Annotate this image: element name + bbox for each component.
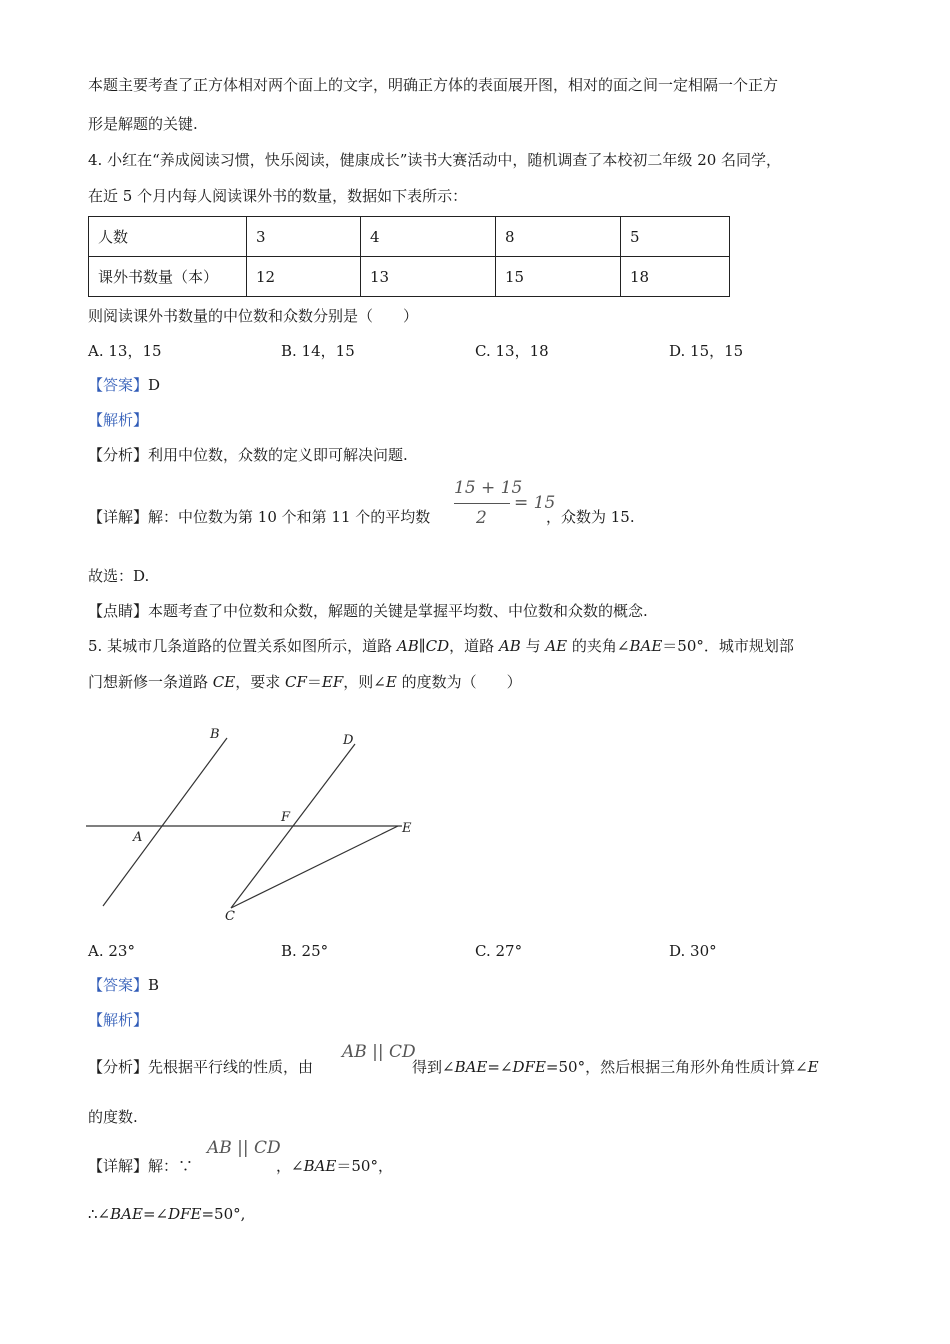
fraction-numerator: 15 + 15	[454, 478, 523, 498]
math-run: CF	[285, 673, 307, 691]
q5-option-b: B. 25°	[281, 942, 329, 960]
math-run: EF	[321, 673, 344, 691]
math-run: BAE	[454, 1058, 488, 1076]
table-cell: 课外书数量（本）	[89, 257, 247, 297]
q4-stem-line-2: 在近 5 个月内每人阅读课外书的数量，数据如下表所示：	[88, 187, 468, 205]
math-run: E	[807, 1058, 819, 1076]
q4-answer-line	[88, 374, 160, 396]
geometry-figure	[80, 722, 420, 927]
text-run: ＝	[306, 673, 322, 691]
text-run: ，要求	[235, 673, 285, 691]
answer-tag: 【答案】	[88, 976, 149, 994]
line-ce	[231, 826, 398, 908]
text-run: =50°,	[201, 1205, 246, 1223]
q5-fenxi-post	[412, 1056, 819, 1078]
q5-option-a: A. 23°	[88, 942, 135, 960]
text-run: =∠	[142, 1205, 169, 1223]
math-run: BAE	[110, 1205, 143, 1223]
label-b: B	[210, 727, 220, 742]
fenxi-tag: 【分析】	[88, 446, 149, 464]
fraction-result: = 15	[514, 493, 556, 513]
text-run: 先根据平行线的性质，由	[148, 1058, 314, 1076]
label-e: E	[402, 821, 412, 836]
answer-value: B	[148, 976, 160, 994]
intro-line-1: 本题主要考查了正方体相对两个面上的文字，明确正方体的表面展开图，相对的面之间一定相隔一个正方	[88, 76, 779, 94]
text-run: ＝50°，	[336, 1157, 393, 1175]
text-run: ，道路	[449, 637, 499, 655]
q5-fenxi-line	[88, 1056, 313, 1078]
q5-conclusion-line	[88, 1203, 245, 1225]
q5-stem-line-2	[88, 671, 522, 693]
line-ab	[103, 738, 227, 906]
text-run: 门想新修一条道路	[88, 673, 213, 691]
answer-value: D	[148, 376, 161, 394]
text-run: 的夹角∠	[567, 637, 630, 655]
fraction-denominator: 2	[476, 508, 487, 528]
text-run: 的度数为（ ）	[396, 673, 522, 691]
xiangjie-tag: 【详解】	[88, 1157, 149, 1175]
q4-option-c: C. 13，18	[475, 342, 549, 360]
label-d: D	[343, 733, 354, 748]
q4-dianjing-line	[88, 600, 648, 622]
q5-fenxi-line-2: 的度数.	[88, 1108, 138, 1126]
table-cell: 8	[496, 217, 621, 257]
q5-analysis-tag: 【解析】	[88, 1011, 149, 1029]
q4-xiangjie-post: ，众数为 15.	[546, 508, 635, 526]
text-run: 与	[520, 637, 546, 655]
label-c: C	[225, 909, 235, 924]
text-run: ∴∠	[88, 1205, 111, 1223]
math-run: E	[385, 673, 397, 691]
fenxi-tag: 【分析】	[88, 1058, 149, 1076]
table-cell: 3	[247, 217, 361, 257]
label-a: A	[133, 830, 143, 845]
text-run: 解：∵	[148, 1157, 194, 1175]
dianjing-text: 本题考查了中位数和众数，解题的关键是掌握平均数、中位数和众数的概念.	[148, 602, 648, 620]
text-run: ＝50°．城市规划部	[662, 637, 794, 655]
math-run: BAE	[303, 1157, 337, 1175]
xiangjie-text: 解：中位数为第 10 个和第 11 个的平均数	[148, 508, 431, 526]
table-row	[89, 217, 730, 257]
text-run: 5. 某城市几条道路的位置关系如图所示，道路	[88, 637, 397, 655]
answer-tag: 【答案】	[88, 376, 149, 394]
table-cell: 人数	[89, 217, 247, 257]
text-run: =∠	[487, 1058, 513, 1076]
q4-stem-line-1: 4. 小红在“养成阅读习惯，快乐阅读，健康成长”读书大赛活动中，随机调查了本校初二年级 20 名同学，	[88, 151, 782, 169]
q4-question: 则阅读课外书数量的中位数和众数分别是（ ）	[88, 307, 419, 325]
q5-answer-line	[88, 974, 159, 996]
q4-option-a: A. 13，15	[88, 342, 162, 360]
math-run: AB	[498, 637, 521, 655]
reading-data-table	[88, 216, 730, 297]
table-cell: 18	[621, 257, 730, 297]
label-f: F	[281, 810, 291, 825]
q5-stem-line-1	[88, 635, 794, 657]
table-cell: 15	[496, 257, 621, 297]
text-run: =50°，然后根据三角形外角性质计算∠	[545, 1058, 808, 1076]
q4-fenxi-line	[88, 444, 408, 466]
q4-option-d: D. 15，15	[669, 342, 744, 360]
math-ab-parallel-cd: AB || CD	[342, 1042, 416, 1062]
table-cell: 13	[361, 257, 496, 297]
table-cell: 5	[621, 217, 730, 257]
q4-xiangjie-line	[88, 506, 430, 528]
text-run: ，则∠	[343, 673, 386, 691]
math-run: CE	[212, 673, 236, 691]
math-run: AB∥CD	[396, 637, 450, 655]
median-fraction	[454, 478, 554, 538]
q5-option-d: D. 30°	[669, 942, 717, 960]
math-run: BAE	[629, 637, 663, 655]
math-ab-parallel-cd-2: AB || CD	[207, 1138, 281, 1158]
fraction-bar	[454, 503, 510, 504]
intro-line-2: 形是解题的关键.	[88, 115, 198, 133]
table-cell: 4	[361, 217, 496, 257]
math-run: DFE	[512, 1058, 546, 1076]
math-run: AE	[545, 637, 568, 655]
fenxi-text: 利用中位数，众数的定义即可解决问题.	[148, 446, 408, 464]
table-row	[89, 257, 730, 297]
q4-analysis-tag: 【解析】	[88, 411, 149, 429]
dianjing-tag: 【点睛】	[88, 602, 149, 620]
table-cell: 12	[247, 257, 361, 297]
q4-guxuan: 故选：D.	[88, 567, 150, 585]
q5-xiangjie-line	[88, 1155, 193, 1177]
q5-xiangjie-post	[276, 1155, 393, 1177]
text-run: ，∠	[276, 1157, 304, 1175]
q4-option-b: B. 14，15	[281, 342, 355, 360]
math-run: DFE	[168, 1205, 202, 1223]
q5-option-c: C. 27°	[475, 942, 523, 960]
text-run: 得到∠	[412, 1058, 455, 1076]
xiangjie-tag: 【详解】	[88, 508, 149, 526]
